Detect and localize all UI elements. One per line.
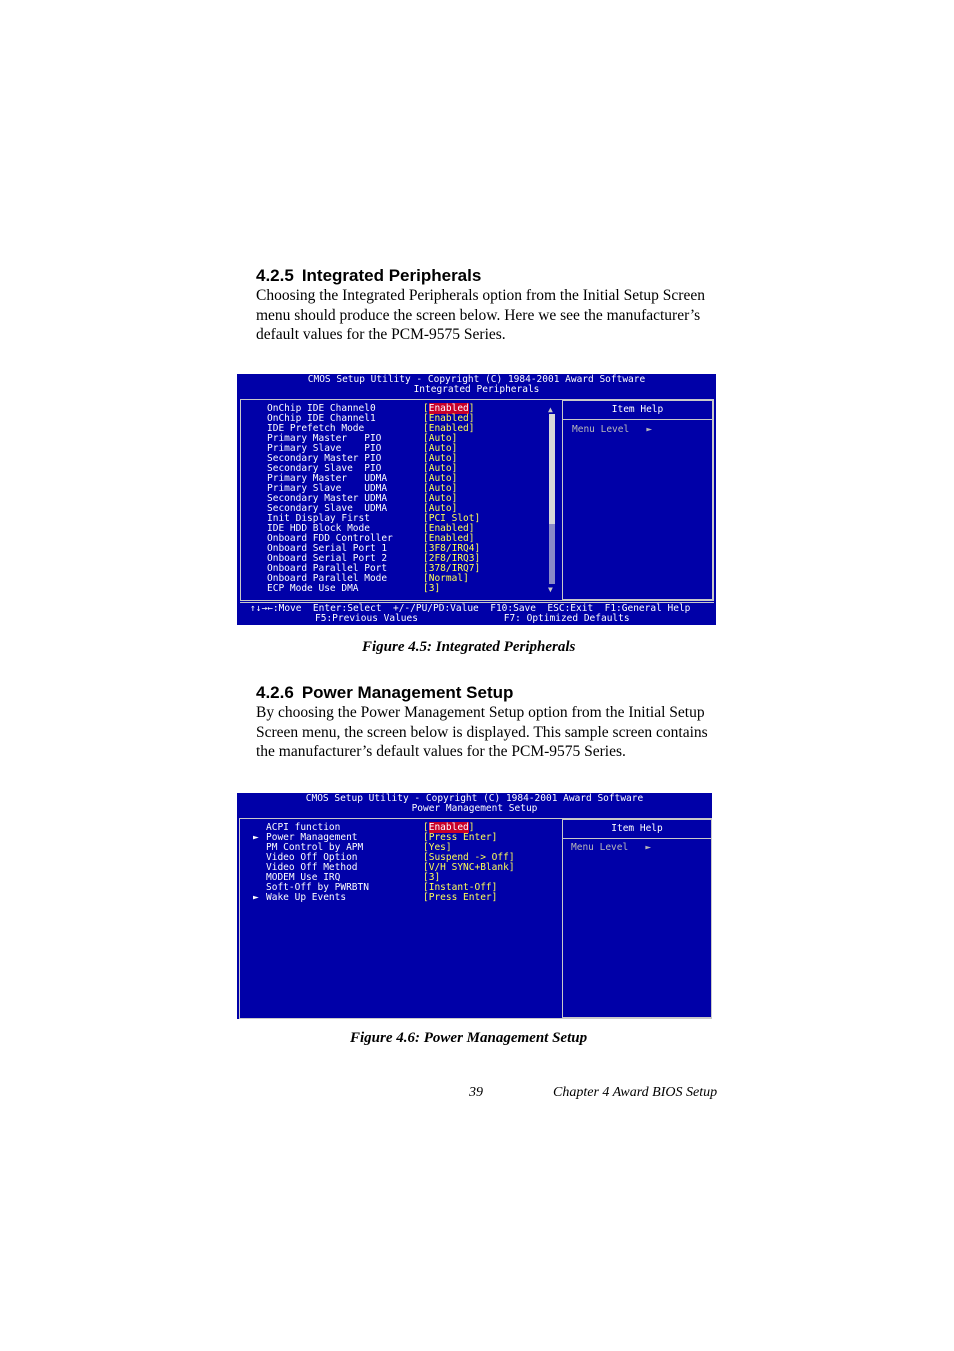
setting-value-text: Enabled <box>428 523 469 534</box>
menu-level-text: Menu Level ► <box>572 424 653 435</box>
menu-level-text: Menu Level ► <box>571 842 652 853</box>
setting-label[interactable]: Primary Slave PIO <box>267 443 382 454</box>
page-number: 39 <box>469 1085 483 1100</box>
figure-caption: Figure 4.5: Integrated Peripherals <box>362 639 576 655</box>
bios-key-help-line1: ↑↓→←:Move Enter:Select +/-/PU/PD:Value F10:Save ESC:Exit F1:General Help <box>250 603 691 614</box>
setting-value-text: Press Enter <box>428 892 492 903</box>
scroll-up-arrow-icon[interactable]: ▲ <box>548 405 553 414</box>
setting-value-text: Auto <box>428 503 452 514</box>
setting-value-text: Auto <box>428 483 452 494</box>
setting-value[interactable]: [Auto] <box>423 463 458 474</box>
bios-header-copyright: CMOS Setup Utility - Copyright (C) 1984-2001 Award Software <box>307 374 646 385</box>
setting-value-text: Instant-Off <box>428 882 492 893</box>
submenu-arrow-icon: ► <box>253 892 259 903</box>
setting-value[interactable]: [3] <box>423 583 441 594</box>
bios-key-help-line2: F5:Previous Values F7: Optimized Defaults <box>315 613 630 624</box>
section-number: 4.2.6 <box>256 683 294 702</box>
setting-label[interactable]: MODEM Use IRQ <box>266 872 341 883</box>
setting-value[interactable]: [2F8/IRQ3] <box>423 553 481 564</box>
setting-value-text: Normal <box>428 573 464 584</box>
item-help-title: Item Help <box>611 404 664 415</box>
scroll-down-arrow-icon[interactable]: ▼ <box>548 585 553 594</box>
section-paragraph <box>256 286 731 345</box>
setting-value-text: Enabled <box>428 423 469 434</box>
setting-value-text: Auto <box>428 493 452 504</box>
setting-value[interactable]: [3] <box>423 872 441 883</box>
paragraph-line: menu should produce the screen below. Here we see the manufacturer’s <box>256 306 701 324</box>
setting-label[interactable]: Soft-Off by PWRBTN <box>266 882 369 893</box>
setting-label[interactable]: Onboard Serial Port 1 <box>267 543 388 554</box>
setting-label[interactable]: Init Display First <box>267 513 370 524</box>
setting-value-text: Press Enter <box>428 832 492 843</box>
setting-value[interactable]: [Auto] <box>423 483 458 494</box>
setting-label[interactable]: Secondary Master PIO <box>267 453 382 464</box>
setting-value-text: Yes <box>428 842 446 853</box>
paragraph-line: Choosing the Integrated Peripherals option from the Initial Setup Screen <box>256 287 705 304</box>
setting-value-text: Auto <box>428 463 452 474</box>
help-divider <box>563 419 712 420</box>
setting-value[interactable]: [Press Enter] <box>423 832 498 843</box>
setting-label[interactable]: Wake Up Events <box>266 892 347 903</box>
item-help-title: Item Help <box>611 823 663 834</box>
setting-label[interactable]: ACPI function <box>266 822 341 833</box>
setting-label[interactable]: Onboard FDD Controller <box>267 533 393 544</box>
setting-value[interactable]: [Enabled] <box>423 423 475 434</box>
setting-value[interactable]: [Suspend -> Off] <box>423 852 515 863</box>
help-divider <box>563 838 711 839</box>
setting-value-text: 3 <box>428 583 435 594</box>
submenu-arrow-icon: ► <box>253 832 259 843</box>
setting-value[interactable]: [Enabled] <box>423 413 475 424</box>
section-heading-power-management <box>256 683 513 703</box>
setting-label[interactable]: ECP Mode Use DMA <box>267 583 359 594</box>
setting-value[interactable]: [Instant-Off] <box>423 882 498 893</box>
setting-value-text: Auto <box>428 443 452 454</box>
setting-value-text: Auto <box>428 453 452 464</box>
setting-value-text: Enabled <box>428 413 469 424</box>
setting-value-text: Enabled <box>428 822 469 833</box>
setting-label[interactable]: Secondary Master UDMA <box>267 493 388 504</box>
setting-value[interactable]: [Auto] <box>423 453 458 464</box>
figure-caption: Figure 4.6: Power Management Setup <box>350 1030 588 1046</box>
bios-screen-integrated-peripherals <box>237 374 716 625</box>
setting-value[interactable]: [3F8/IRQ4] <box>423 543 481 554</box>
chapter-label: Chapter 4 Award BIOS Setup <box>553 1085 718 1100</box>
setting-label[interactable]: IDE Prefetch Mode <box>267 423 365 434</box>
paragraph-line: Screen menu, the screen below is displayed. This sample screen contains <box>256 723 708 741</box>
setting-value-text: 378/IRQ7 <box>428 563 475 574</box>
setting-label[interactable]: Video Off Option <box>266 852 358 863</box>
setting-value[interactable]: [Enabled] <box>423 403 475 414</box>
setting-label[interactable]: IDE HDD Block Mode <box>267 523 370 534</box>
setting-label[interactable]: PM Control by APM <box>266 842 364 853</box>
setting-value[interactable]: [Enabled] <box>423 523 475 534</box>
setting-value[interactable]: [Enabled] <box>423 822 475 833</box>
setting-value[interactable]: [Auto] <box>423 473 458 484</box>
setting-label[interactable]: Primary Slave UDMA <box>267 483 388 494</box>
bios-header-title: Power Management Setup <box>411 803 538 814</box>
bios-header-title: Integrated Peripherals <box>413 384 540 395</box>
section-title: Integrated Peripherals <box>301 266 482 285</box>
setting-value-text: Suspend -> Off <box>428 852 509 863</box>
paragraph-line: the manufacturer’s default values for the PCM-9575 Series. <box>256 743 626 761</box>
setting-label[interactable]: Onboard Parallel Mode <box>267 573 388 584</box>
setting-label[interactable]: Onboard Parallel Port <box>267 563 388 574</box>
setting-value[interactable]: [V/H SYNC+Blank] <box>423 862 515 873</box>
setting-value-text: Enabled <box>428 403 469 414</box>
setting-value-text: 3F8/IRQ4 <box>428 543 475 554</box>
section-title: Power Management Setup <box>301 683 514 702</box>
paragraph-line: By choosing the Power Management Setup option from the Initial Setup <box>256 704 705 721</box>
setting-value-text: Enabled <box>428 533 469 544</box>
setting-value-text: 3 <box>428 872 435 883</box>
setting-value[interactable]: [PCI Slot] <box>423 513 481 524</box>
setting-label[interactable]: Primary Master UDMA <box>267 473 388 484</box>
paragraph-line: default values for the PCM-9575 Series. <box>256 326 506 344</box>
setting-value[interactable]: [Auto] <box>423 433 458 444</box>
bios-screen-power-management <box>237 793 712 1019</box>
setting-label[interactable]: Primary Master PIO <box>267 433 382 444</box>
setting-label[interactable]: Power Management <box>266 832 358 843</box>
bios-header-copyright: CMOS Setup Utility - Copyright (C) 1984-2001 Award Software <box>305 793 644 804</box>
section-paragraph <box>256 703 731 762</box>
section-heading-integrated-peripherals <box>256 266 481 286</box>
setting-value[interactable]: [Auto] <box>423 503 458 514</box>
setting-label[interactable]: OnChip IDE Channel1 <box>267 413 376 424</box>
setting-label[interactable]: OnChip IDE Channel0 <box>267 403 376 414</box>
setting-label[interactable]: Video Off Method <box>266 862 358 873</box>
setting-value-text: Auto <box>428 473 452 484</box>
setting-value[interactable]: [Auto] <box>423 493 458 504</box>
setting-value[interactable]: [Yes] <box>423 842 452 853</box>
setting-value[interactable]: [Press Enter] <box>423 892 498 903</box>
section-number: 4.2.5 <box>256 266 294 285</box>
setting-value[interactable]: [Enabled] <box>423 533 475 544</box>
setting-value[interactable]: [Normal] <box>423 573 469 584</box>
setting-value-text: Auto <box>428 433 452 444</box>
setting-value-text: PCI Slot <box>428 513 475 524</box>
setting-label[interactable]: Secondary Slave PIO <box>267 463 382 474</box>
setting-value[interactable]: [Auto] <box>423 443 458 454</box>
scrollbar-thumb[interactable] <box>549 414 555 524</box>
setting-value-text: 2F8/IRQ3 <box>428 553 475 564</box>
setting-value-text: V/H SYNC+Blank <box>428 862 509 873</box>
setting-label[interactable]: Secondary Slave UDMA <box>267 503 388 514</box>
setting-label[interactable]: Onboard Serial Port 2 <box>267 553 388 564</box>
setting-value[interactable]: [378/IRQ7] <box>423 563 481 574</box>
